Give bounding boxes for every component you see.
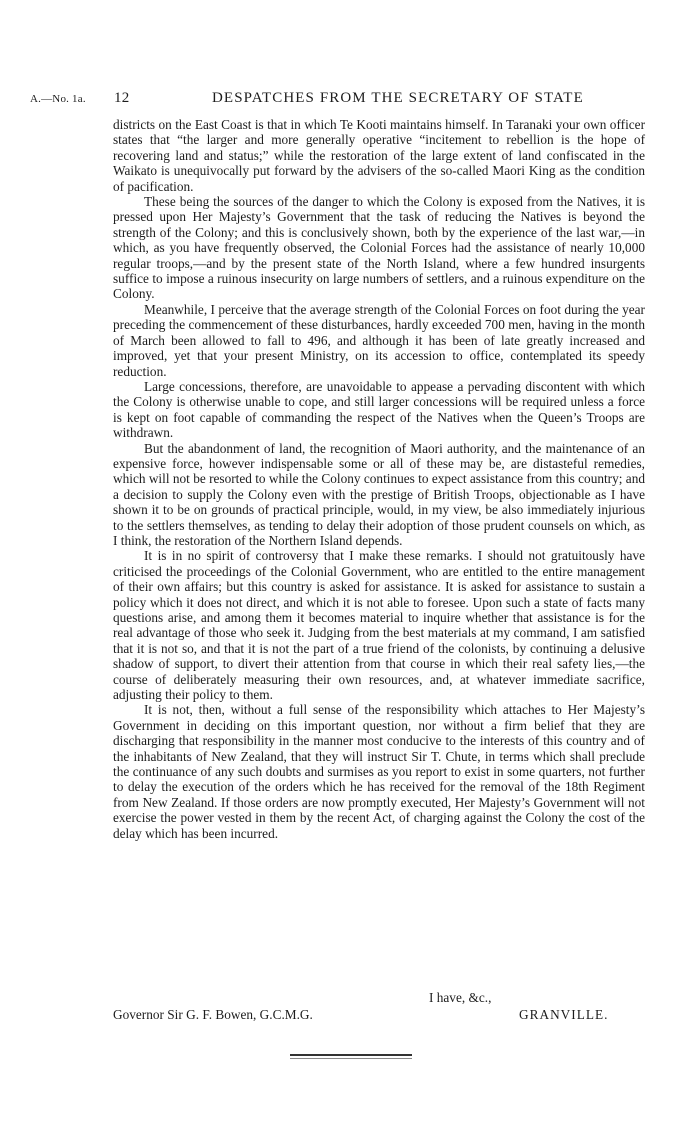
page-title: DESPATCHES FROM THE SECRETARY OF STATE: [212, 90, 584, 106]
paragraph-7: It is not, then, without a full sense of the responsibility which attaches to Her Majesty’s Government in deciding on this important question, nor without a firm belief that they are discharging that responsibility in the manner most conducive to the interests of this country and of the inhabitants of New Zealand, that they will instruct Sir T. Chute, in terms which shall preclude the continuance of any such doubts and surmises as you report to exist in some quarters, not further to delay the execution of the orders which he has received for the removal of the 18th Regiment from New Zealand. If those orders are now promptly executed, Her Majesty’s Government will not exercise the power vested in them by the recent Act, of charging against the Colony the cost of the delay which has been incurred.: [113, 702, 645, 841]
running-header: [30, 90, 670, 110]
closing-phrase: I have, &c.,: [429, 990, 492, 1005]
paper-reference: A.—No. 1a.: [30, 93, 86, 105]
closing-block: [113, 990, 645, 1030]
end-rule: [290, 1054, 412, 1056]
despatch-body: [113, 117, 645, 841]
signature: GRANVILLE.: [519, 1007, 609, 1022]
paragraph-1: districts on the East Coast is that in which Te Kooti maintains himself. In Taranaki your own officer states that “the larger and more generally operative “incitement to rebellion is the hope of recovering land and status;” while the restoration of the large extent of land confiscated in the Waikato is unequivocally put forward by the advisers of the so-called Maori King as the condition of pacification.: [113, 117, 645, 194]
end-rule-thin: [290, 1058, 412, 1059]
paragraph-6: It is in no spirit of controversy that I make these remarks. I should not gratuitously have criticised the proceedings of the Colonial Government, who are entitled to the entire management of their own affairs; but this country is asked for assistance. It is asked for assistance to sustain a policy which it does not direct, and which it is not able to foresee. Upon such a state of facts many questions arise, and among them it becomes material to inquire whether that assistance is for the real advantage of those who seek it. Judging from the best materials at my command, I am satisfied that it is not so, and that it is not the part of a true friend of the colonists, by continuing a delusive shadow of support, to divert their attention from that course in which their real safety lies,—the course of deliberately measuring their own resources, and, at whatever immediate sacrifice, adjusting their policy to them.: [113, 548, 645, 703]
paragraph-4: Large concessions, therefore, are unavoidable to appease a pervading discontent with which the Colony is otherwise unable to cope, and still larger concessions will be required unless a force is kept on foot capable of commanding the respect of the Natives when the Queen’s Troops are withdrawn.: [113, 378, 645, 441]
page-number: 12: [114, 90, 130, 106]
paragraph-3: Meanwhile, I perceive that the average strength of the Colonial Forces on foot during the year preceding the commencement of these disturbances, hardly exceeded 700 men, having in the month of March been allowed to fall to 496, and although it has been of late greatly increased and improved, yet that your present Ministry, on its accession to office, contemplated its speedy reduction.: [113, 301, 645, 379]
paragraph-2: These being the sources of the danger to which the Colony is exposed from the Natives, it is pressed upon Her Majesty’s Government that the task of reducing the Natives is beyond the strength of the Colony; and this is conclusively shown, both by the experience of the last war,—in which, as you have frequently observed, the Colonial Forces had the assistance of nearly 10,000 regular troops,—and by the present state of the North Island, where a few hundred insurgents suffice to impose a ruinous insecurity on large numbers of settlers, and a ruinous expenditure on the Colony.: [113, 194, 645, 302]
addressee: Governor Sir G. F. Bowen, G.C.M.G.: [113, 1007, 313, 1022]
paragraph-5: But the abandonment of land, the recognition of Maori authority, and the maintenance of an expensive force, however indispensable some or all of these may be, are distasteful remedies, which will not be resorted to while the Colony continues to expect assistance from this country; and a decision to supply the Colony even with the prestige of British Troops, objectionable as I have shown it to be on grounds of practical principle, would, in my view, be also immediately injurious to the settlers themselves, as tending to delay their adoption of those prudent counsels on which, as I think, the restoration of the Northern Island depends.: [113, 440, 645, 548]
